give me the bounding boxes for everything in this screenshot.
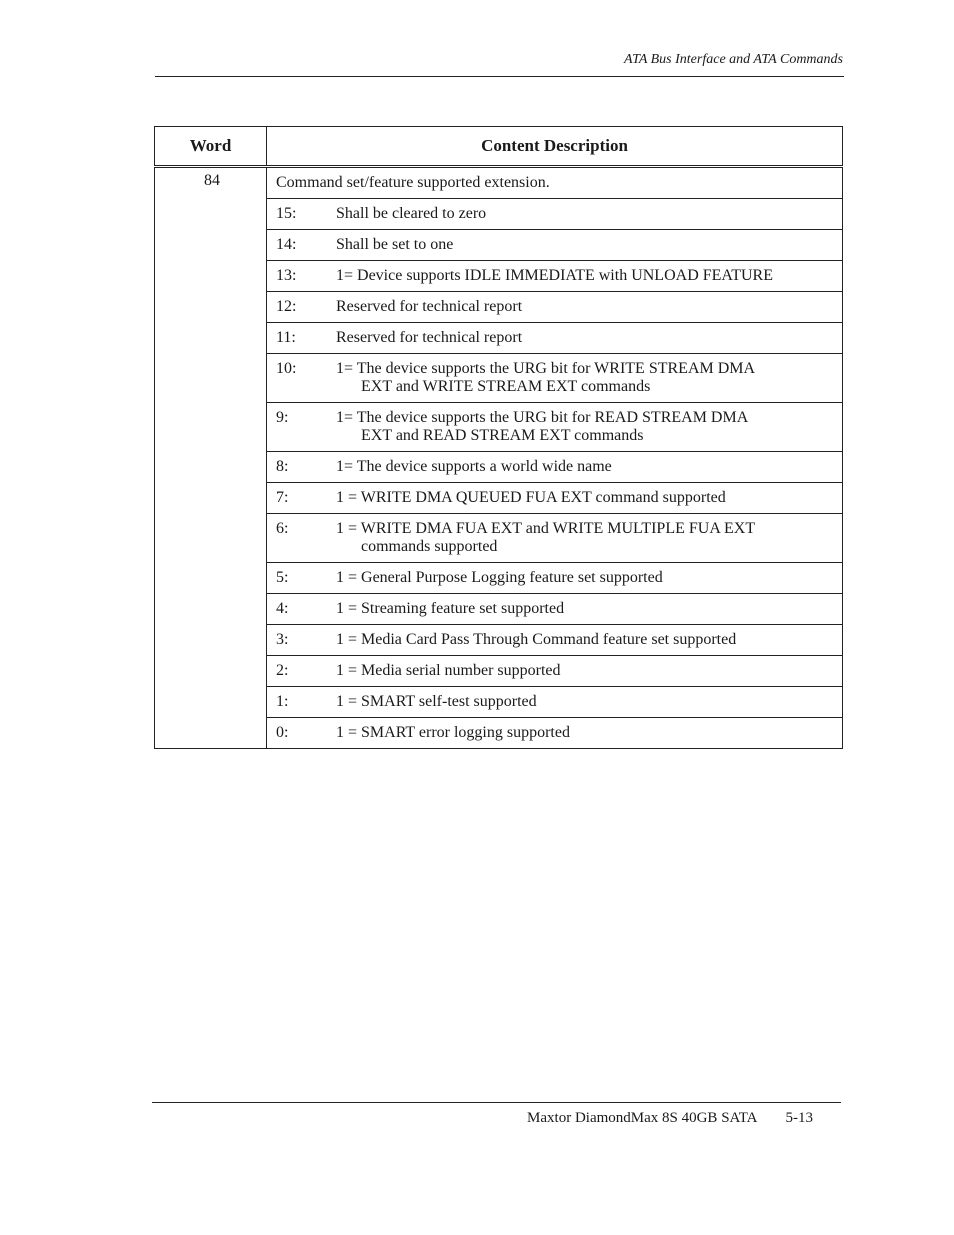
bit-description-line: 1= The device supports the URG bit for WRITE STREAM DMA	[336, 360, 756, 377]
bit-description-cell	[267, 403, 843, 452]
bit-line	[276, 724, 836, 742]
bit-line	[276, 329, 836, 347]
page-footer	[152, 1108, 813, 1128]
bit-description-cell	[267, 594, 843, 625]
bit-number: 1:	[276, 693, 289, 710]
bit-number: 10:	[276, 360, 297, 377]
bit-number: 7:	[276, 489, 289, 506]
page-number: 5-13	[785, 1110, 813, 1126]
bit-description-cell	[267, 687, 843, 718]
column-header-content-description: Content Description	[267, 127, 843, 167]
bit-description-continuation: EXT and READ STREAM EXT commands	[361, 427, 644, 444]
bit-line	[276, 600, 836, 618]
bit-line	[276, 520, 836, 556]
bit-description	[336, 329, 836, 347]
bit-description-continuation: commands supported	[361, 538, 498, 555]
bit-description-line: Shall be cleared to zero	[336, 205, 487, 222]
bit-number: 3:	[276, 631, 289, 648]
bit-description-line: 1 = Media serial number supported	[336, 662, 561, 679]
bit-number: 0:	[276, 724, 289, 741]
bit-description-line: 1 = General Purpose Logging feature set supported	[336, 569, 663, 586]
bit-description-line: 1 = Media Card Pass Through Command feature set supported	[336, 631, 737, 648]
table-row	[155, 167, 843, 199]
table-header-row	[155, 127, 843, 167]
bit-description	[336, 267, 836, 285]
bit-description-cell	[267, 718, 843, 749]
bit-description-line: 1= The device supports a world wide name	[336, 458, 612, 475]
bit-line	[276, 458, 836, 476]
bit-line	[276, 236, 836, 254]
bit-description-cell	[267, 483, 843, 514]
bit-line	[276, 267, 836, 285]
bit-description-cell	[267, 199, 843, 230]
bit-description-cell	[267, 261, 843, 292]
bit-description-cell	[267, 323, 843, 354]
bit-number: 6:	[276, 520, 289, 537]
bit-description-line: 1 = Streaming feature set supported	[336, 600, 565, 617]
bit-description-cell	[267, 354, 843, 403]
bit-description-cell	[267, 452, 843, 483]
bit-line	[276, 569, 836, 587]
bit-line	[276, 489, 836, 507]
bit-description-line: Shall be set to one	[336, 236, 454, 253]
bit-description-line: 1= Device supports IDLE IMMEDIATE with UNLOAD FEATURE	[336, 267, 773, 284]
bit-number: 12:	[276, 298, 297, 315]
bit-description-cell	[267, 230, 843, 261]
bit-description-cell	[267, 625, 843, 656]
bit-line	[276, 298, 836, 316]
identify-word-84-table	[154, 126, 843, 749]
bit-description-line: 1 = SMART self-test supported	[336, 693, 537, 710]
bit-description-cell	[267, 292, 843, 323]
header-rule	[155, 76, 844, 77]
bit-description-cell	[267, 563, 843, 594]
bit-number: 4:	[276, 600, 289, 617]
bit-description	[336, 360, 836, 396]
footer-product-name: Maxtor DiamondMax 8S 40GB SATA	[527, 1110, 758, 1126]
bit-description	[336, 298, 836, 316]
bit-line	[276, 205, 836, 223]
bit-number: 13:	[276, 267, 297, 284]
bit-description	[336, 724, 836, 742]
bit-description	[336, 458, 836, 476]
bit-description-continuation: EXT and WRITE STREAM EXT commands	[361, 378, 651, 395]
bit-line	[276, 360, 836, 396]
bit-description-line: 1 = WRITE DMA QUEUED FUA EXT command supported	[336, 489, 726, 506]
bit-number: 14:	[276, 236, 297, 253]
footer-rule	[152, 1102, 841, 1103]
bit-description	[336, 693, 836, 711]
bit-description	[336, 520, 836, 556]
bit-description-line: 1= The device supports the URG bit for READ STREAM DMA	[336, 409, 749, 426]
intro-description-cell: Command set/feature supported extension.	[267, 167, 843, 199]
bit-number: 11:	[276, 329, 296, 346]
bit-line	[276, 693, 836, 711]
bit-description-line: 1 = SMART error logging supported	[336, 724, 570, 741]
bit-description-line: Reserved for technical report	[336, 329, 523, 346]
bit-line	[276, 409, 836, 445]
bit-description	[336, 236, 836, 254]
bit-description	[336, 409, 836, 445]
running-header: ATA Bus Interface and ATA Commands	[624, 52, 843, 67]
bit-description	[336, 631, 836, 649]
bit-description-cell	[267, 656, 843, 687]
bit-line	[276, 631, 836, 649]
bit-description-line: 1 = WRITE DMA FUA EXT and WRITE MULTIPLE FUA EXT	[336, 520, 756, 537]
bit-description	[336, 662, 836, 680]
bit-number: 8:	[276, 458, 289, 475]
bit-description	[336, 489, 836, 507]
bit-description	[336, 569, 836, 587]
bit-number: 5:	[276, 569, 289, 586]
bit-description-line: Reserved for technical report	[336, 298, 523, 315]
bit-line	[276, 662, 836, 680]
bit-number: 9:	[276, 409, 289, 426]
bit-description	[336, 600, 836, 618]
word-number-cell: 84	[155, 167, 267, 749]
bit-description	[336, 205, 836, 223]
bit-number: 15:	[276, 205, 297, 222]
column-header-word: Word	[155, 127, 267, 167]
bit-number: 2:	[276, 662, 289, 679]
bit-description-cell	[267, 514, 843, 563]
